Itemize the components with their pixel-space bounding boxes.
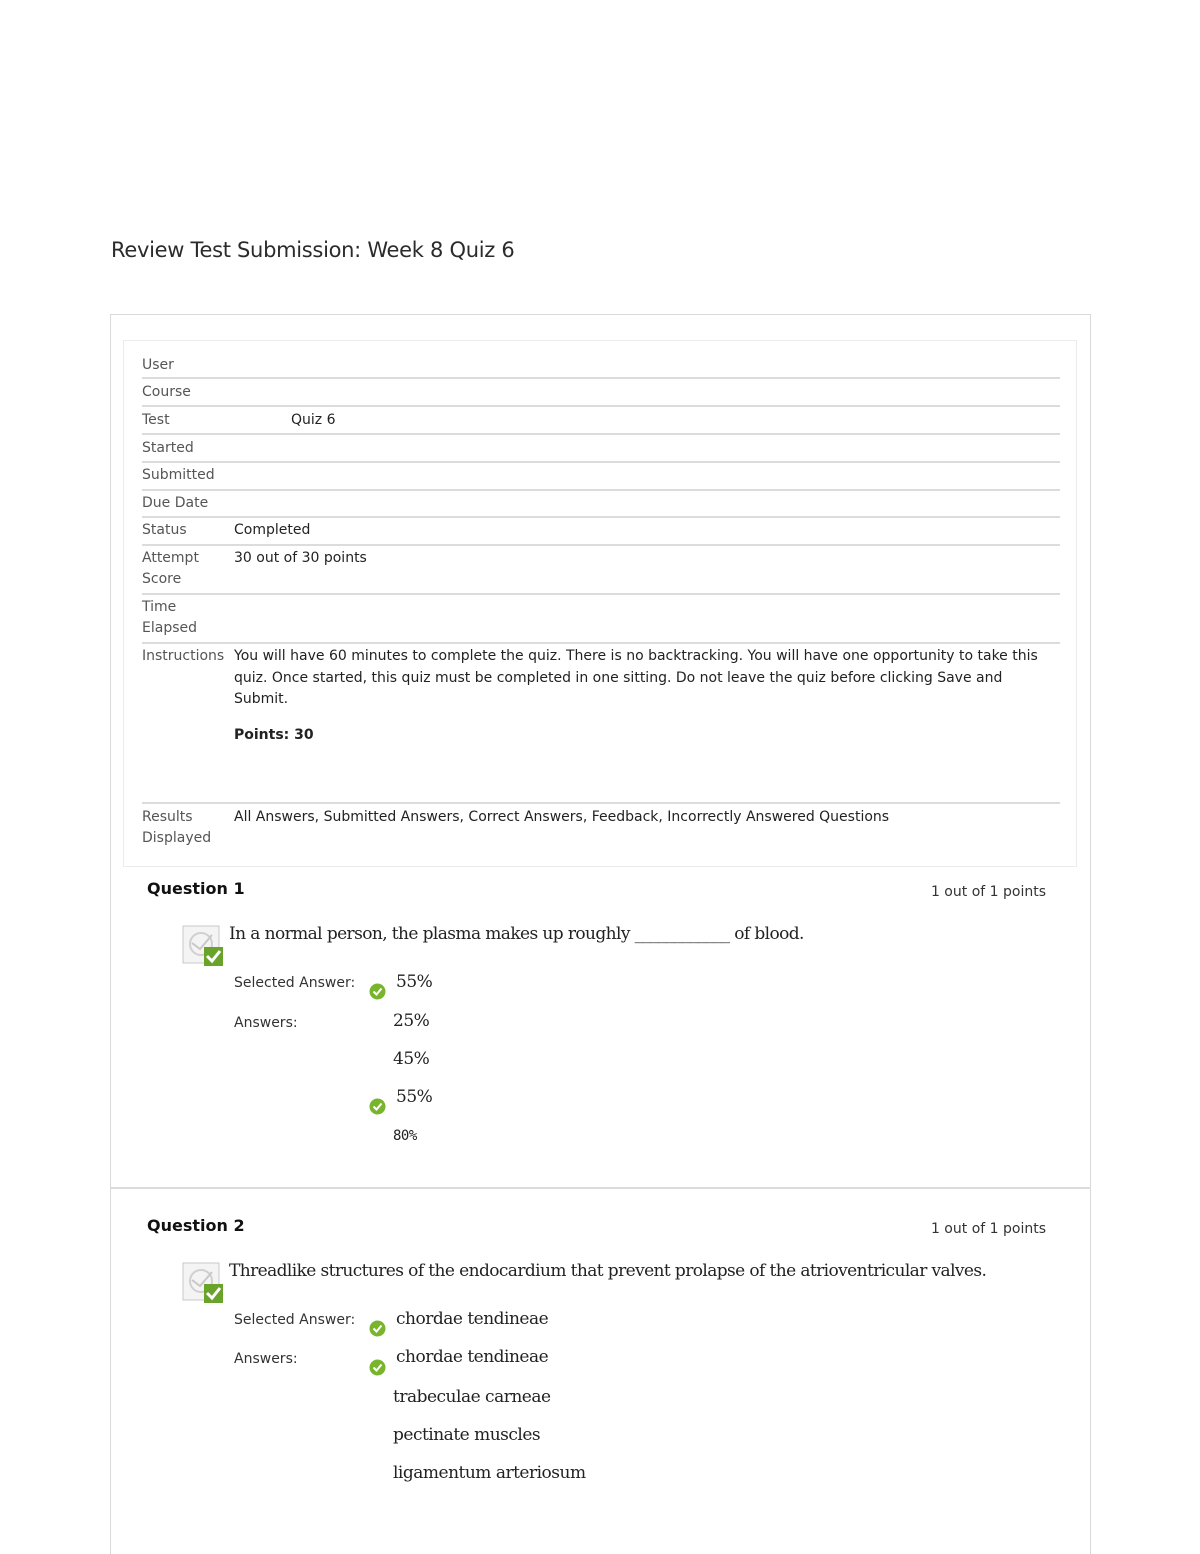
selected-answer-value: chordae tendineae [396, 1309, 549, 1329]
attempt-score-value: 30 out of 30 points [234, 550, 367, 566]
answer-option: ligamentum arteriosum [393, 1463, 586, 1483]
correct-check-icon [369, 983, 386, 1000]
answer-option: 45% [393, 1049, 430, 1069]
correct-check-icon [369, 1320, 386, 1337]
question-2-text: Threadlike structures of the endocardium that prevent prolapse of the atrioventricular valves. [229, 1261, 987, 1281]
summary-row-instructions [142, 645, 1060, 804]
answer-option-correct: chordae tendineae [396, 1347, 549, 1367]
summary-row-attempt-score [142, 547, 1060, 595]
selected-answer-label: Selected Answer: [234, 975, 356, 991]
question-1-text: In a normal person, the plasma makes up roughly ____________ of blood. [229, 924, 804, 944]
answer-option: 25% [393, 1011, 430, 1031]
correct-check-icon [369, 1359, 386, 1376]
summary-label: Results Displayed [142, 809, 212, 846]
answers-label: Answers: [234, 1015, 298, 1031]
answer-option: 80% [393, 1128, 417, 1144]
summary-label: Test [142, 412, 170, 428]
question-2-title: Question 2 [147, 1216, 245, 1235]
summary-row-due-date [142, 492, 1060, 518]
question-1-points: 1 out of 1 points [930, 884, 1046, 900]
summary-label: Course [142, 384, 191, 400]
question-1-title: Question 1 [147, 879, 245, 898]
status-value: Completed [234, 522, 311, 538]
summary-row-status [142, 519, 1060, 546]
correct-question-icon [182, 1262, 224, 1304]
summary-label: Due Date [142, 495, 209, 511]
summary-row-started [142, 437, 1060, 463]
summary-label: Status [142, 522, 187, 538]
summary-row-test [142, 409, 1060, 435]
question-divider [110, 1187, 1091, 1189]
summary-row-time-elapsed [142, 596, 1060, 644]
summary-label: Attempt Score [142, 550, 199, 587]
summary-label: Started [142, 440, 194, 456]
selected-answer-label: Selected Answer: [234, 1312, 356, 1328]
instructions-block [234, 646, 1056, 746]
summary-row-user [142, 353, 1060, 379]
question-2-points: 1 out of 1 points [930, 1221, 1046, 1237]
summary-label: Submitted [142, 467, 215, 483]
answer-option: trabeculae carneae [393, 1387, 551, 1407]
summary-row-submitted [142, 464, 1060, 491]
summary-label: Instructions [142, 648, 225, 664]
answers-label: Answers: [234, 1351, 298, 1367]
correct-check-icon [369, 1098, 386, 1115]
summary-row-course [142, 381, 1060, 407]
answer-option-correct: 55% [396, 1087, 433, 1107]
selected-answer-value: 55% [396, 972, 433, 992]
points-total: Points: 30 [234, 726, 314, 743]
summary-label: User [142, 357, 174, 373]
summary-row-results-displayed [142, 806, 1060, 854]
results-displayed-value: All Answers, Submitted Answers, Correct Answers, Feedback, Incorrectly Answered Questions [234, 809, 890, 825]
answer-option: pectinate muscles [393, 1425, 541, 1445]
summary-value-test: Quiz 6 [291, 412, 336, 428]
summary-label: Time Elapsed [142, 599, 197, 636]
correct-question-icon [182, 925, 224, 967]
instructions-text: You will have 60 minutes to complete the quiz. There is no backtracking. You will have one opportunity to take this quiz. Once started, this quiz must be completed in one sitting. Do not leave the quiz before clicking Save and Submit. [234, 648, 1038, 707]
page-title: Review Test Submission: Week 8 Quiz 6 [111, 238, 515, 262]
